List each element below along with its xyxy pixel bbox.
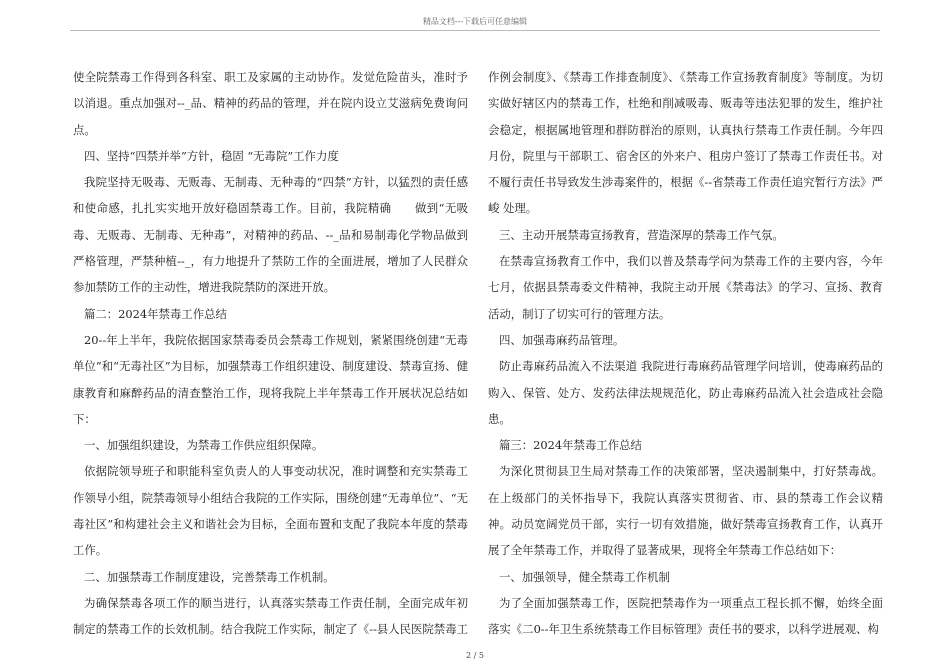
- section-heading: 四、加强毒麻药品管理。: [499, 332, 625, 347]
- section-heading: 一、加强领导，健全禁毒工作机制: [499, 569, 670, 584]
- paragraph: 为深化贯彻县卫生局对禁毒工作的决策部署，坚决遏制集中，打好禁毒战。在上级部门的关怀指导下，我院认真落实贯彻省、市、县的禁毒工作会议精神。动员宽阔党员干部，实行一切有效措施，做好禁毒宣扬教育工作，认真开展了全年禁毒工作，并取得了显著成果，现将全年禁毒工作总结如下：: [488, 464, 883, 558]
- left-column: [73, 64, 468, 643]
- paragraph: 为确保禁毒各项工作的顺当进行，认真落实禁毒工作责任制，全面完成年初制定的禁毒工作的长效机制。结合我院工作实际，制定了《--县人民医院禁毒工: [73, 595, 468, 637]
- article-title: 篇三：2024年禁毒工作总结: [499, 438, 642, 453]
- paragraph: 在禁毒宣扬教育工作中，我们以普及禁毒学问为禁毒工作的主要内容，今年七月，依据县禁毒委文件精神，我院主动开展《禁毒法》的学习、宣扬、教育活动，制订了切实可行的管理方法。: [488, 254, 883, 321]
- right-column: [488, 64, 883, 643]
- article-title: 篇二：2024年禁毒工作总结: [84, 306, 227, 321]
- section-heading: 三、主动开展禁毒宣扬教育，营造深厚的禁毒工作气氛。: [499, 227, 784, 242]
- paragraph: 作例会制度》、《禁毒工作排查制度》、《禁毒工作宣扬教育制度》等制度。为切实做好辖区内的禁毒工作，杜绝和削减吸毒、贩毒等违法犯罪的发生，维护社会稳定，根据属地管理和群防群治的原则，认真执行禁毒工作责任制。今年四月份，院里与干部职工、宿舍区的外来户、租房户签订了禁毒工作责任书。对不履行责任书导致发生涉毒案件的，根据《--省禁毒工作责任追究暂行方法》严峻 处理。: [488, 70, 883, 216]
- paragraph: 防止毒麻药品流入不法渠道 我院进行毒麻药品管理学问培训，使毒麻药品的购入、保管、处方、发药法律法规规范化，防止毒麻药品流入社会造成社会隐患。: [488, 359, 883, 426]
- paragraph: 20--年上半年，我院依据国家禁毒委员会禁毒工作规划，紧紧围绕创建“无毒单位”和“无毒社区”为目标，加强禁毒工作组织建设、制度建设、禁毒宣扬、健康教育和麻醉药品的清查整治工作，现将我院上半年禁毒工作开展状况总结如下：: [73, 332, 468, 426]
- paragraph: 依据院领导班子和职能科室负责人的人事变动状况，准时调整和充实禁毒工作领导小组，院禁毒领导小组结合我院的工作实际，围绕创建“无毒单位”、“无毒社区”和构建社会主义和谐社会为目标，全面布置和支配了我院本年度的禁毒工作。: [73, 464, 468, 558]
- paragraph: 使全院禁毒工作得到各科室、职工及家属的主动协作。发觉危险苗头，准时予以消退。重点加强对--_品、精神的药品的管理，并在院内设立艾滋病免费询问点。: [73, 70, 468, 137]
- header-divider: [70, 30, 880, 31]
- page-header: 精品文档---下载后可任意编辑: [422, 17, 528, 26]
- paragraph: 我院坚持无吸毒、无贩毒、无制毒、无种毒的“四禁”方针，以猛烈的责任感和使命感，扎扎实实地开放好稳固禁毒工作。目前，我院精确 做到“无吸毒、无贩毒、无制毒、无种毒”，对精神的药品、--_品和易制毒化学物品做到严格管理，严禁种植--_，有力地提升了禁防工作的全面进展，增加了人民群众参加禁防工作的主动性，增进我院禁防的深进开放。: [73, 175, 468, 295]
- section-heading: 四、坚持“四禁并举”方针，稳固 “无毒院”工作力度: [84, 148, 339, 163]
- section-heading: 一、加强组织建设，为禁毒工作供应组织保障。: [84, 438, 324, 453]
- page-number: 2 / 5: [466, 651, 484, 660]
- section-heading: 二、加强禁毒工作制度建设，完善禁毒工作机制。: [84, 569, 335, 584]
- paragraph: 为了全面加强禁毒工作，医院把禁毒作为一项重点工程长抓不懈，始终全面落实《二0--年卫生系统禁毒工作目标管理》责任书的要求，以科学进展观、构: [488, 595, 883, 637]
